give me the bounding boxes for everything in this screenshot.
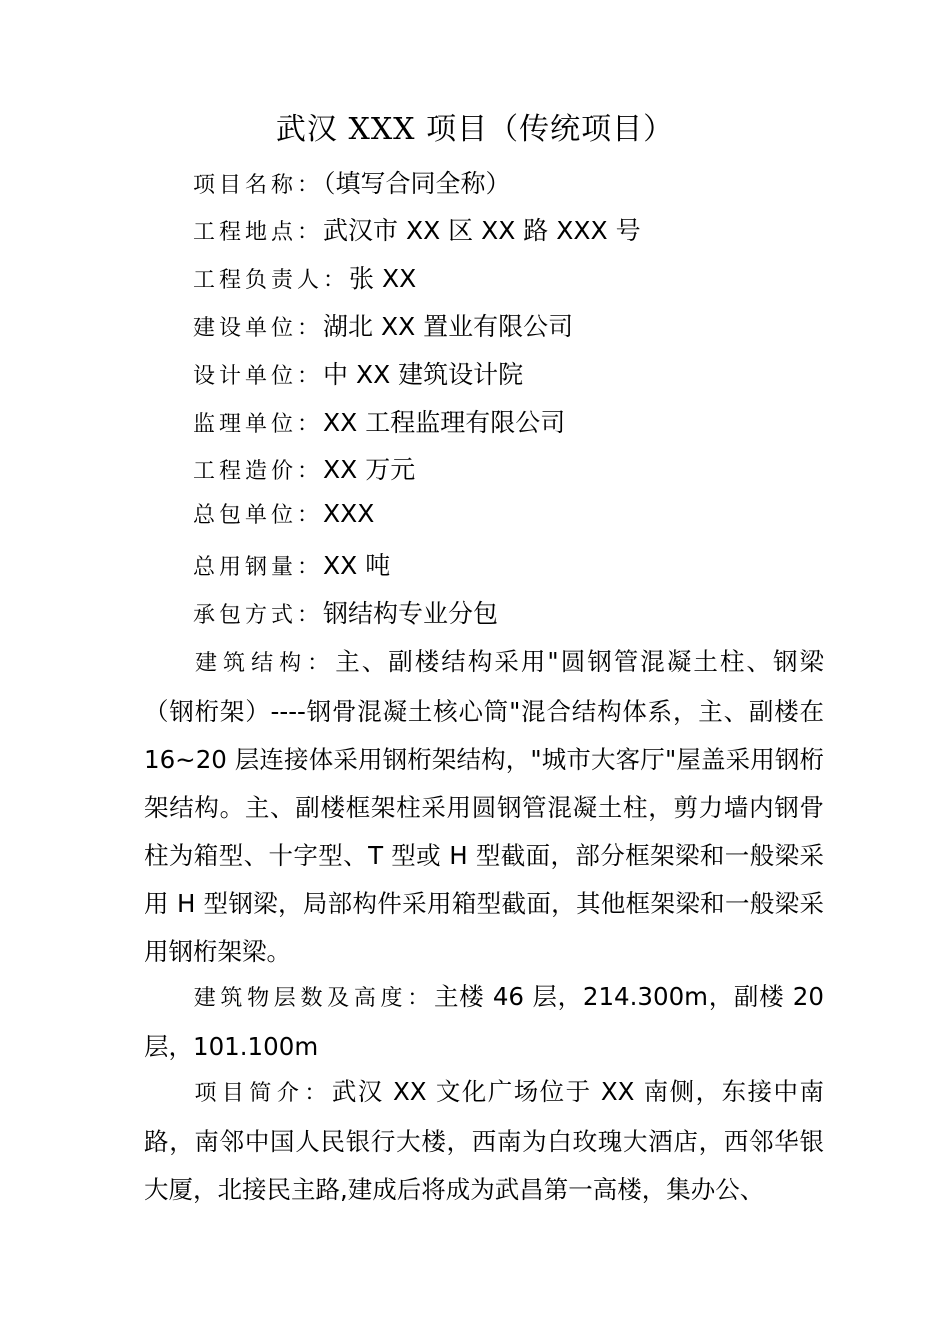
field-label: 承包方式： (193, 603, 324, 628)
field-value: XX 万元 (323, 455, 416, 484)
field-value: 中 XX 建筑设计院 (323, 360, 524, 389)
field-label: 工程造价： (193, 459, 324, 484)
field-contractor (193, 498, 374, 538)
field-supervisor (193, 403, 565, 443)
intro-paragraph (144, 1068, 824, 1214)
field-value: 钢结构专业分包 (323, 599, 499, 628)
field-value: （填写合同全称） (323, 169, 511, 198)
field-contract-mode (193, 594, 498, 634)
intro-label: 项目简介： (193, 1081, 332, 1106)
field-label: 工程地点： (193, 220, 324, 245)
floors-label: 建筑物层数及高度： (193, 986, 434, 1011)
floors-text: 主楼 46 层，214.300m，副楼 20 层，101.100m (144, 982, 824, 1061)
field-builder (193, 307, 573, 347)
structure-paragraph (144, 638, 824, 976)
field-label: 设计单位： (193, 364, 324, 389)
field-cost (193, 450, 415, 490)
field-label: 总用钢量： (193, 555, 324, 580)
document-title: 武汉 XXX 项目（传统项目） (275, 112, 675, 147)
structure-label: 建筑结构： (193, 651, 336, 676)
field-value: 武汉市 XX 区 XX 路 XXX 号 (323, 216, 641, 245)
field-label: 工程负责人： (193, 268, 350, 293)
floors-paragraph (144, 973, 824, 1071)
field-designer (193, 355, 523, 395)
field-project-name (193, 164, 511, 204)
field-label: 监理单位： (193, 412, 324, 437)
field-location (193, 211, 641, 251)
intro-text: 武汉 XX 文化广场位于 XX 南侧，东接中南路，南邻中国人民银行大楼，西南为白玫瑰大酒店，西邻华银大厦，北接民主路,建成后将成为武昌第一高楼，集办公、 (144, 1077, 824, 1204)
field-manager (193, 259, 416, 299)
field-value: 张 XX (349, 264, 417, 293)
field-value: 湖北 XX 置业有限公司 (323, 312, 574, 341)
field-label: 项目名称： (193, 173, 324, 198)
field-value: XX 吨 (323, 551, 391, 580)
field-steel (193, 546, 390, 586)
field-label: 总包单位： (193, 503, 324, 528)
field-value: XX 工程监理有限公司 (323, 408, 566, 437)
field-label: 建设单位： (193, 316, 324, 341)
structure-text: 主、副楼结构采用"圆钢管混凝土柱、钢梁（钢桁架）----钢骨混凝土核心筒"混合结构体系，主、副楼在 16~20 层连接体采用钢桁架结构，"城市大客厅"屋盖采用钢桁架结构。主、副楼框架柱采用圆钢管混凝土柱，剪力墙内钢骨柱为箱型、十字型、T 型或 H 型截面，部分框架梁和一般梁采用 H 型钢梁，局部构件采用箱型截面，其他框架梁和一般梁采用钢桁架梁。 (144, 647, 824, 966)
field-value: XXX (323, 499, 375, 528)
